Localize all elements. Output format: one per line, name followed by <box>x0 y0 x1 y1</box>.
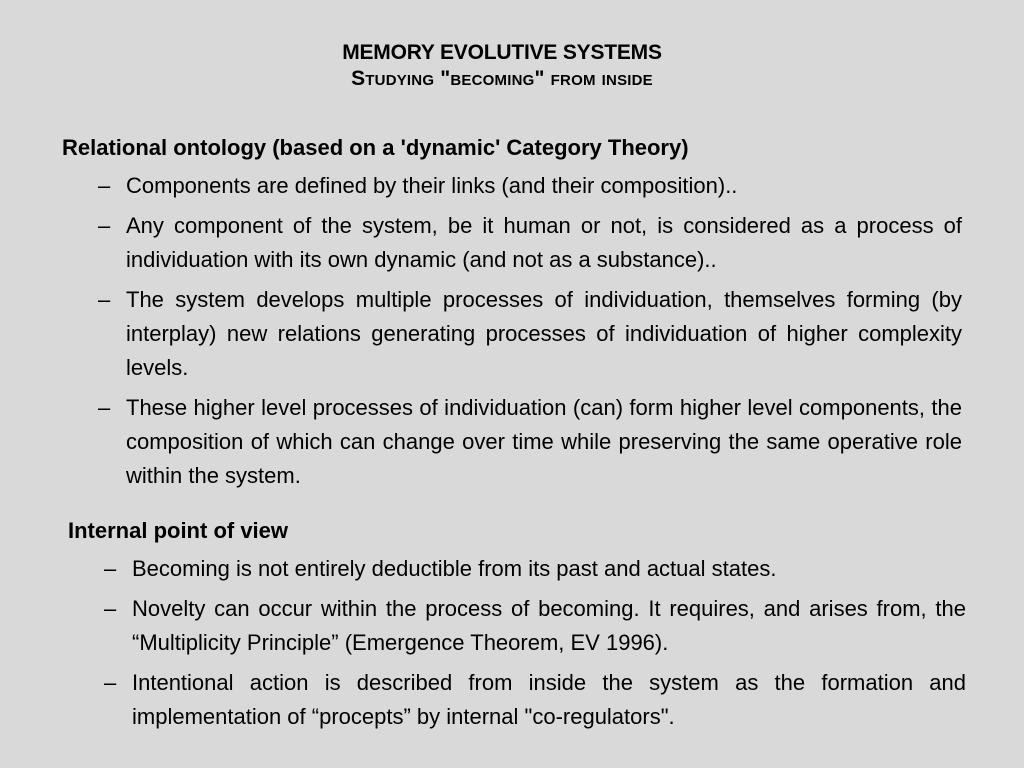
list-item <box>62 391 962 493</box>
list-item <box>62 169 962 203</box>
section-relational-ontology <box>62 133 962 493</box>
list-item <box>68 666 966 734</box>
bullet-dash: – <box>98 173 111 198</box>
list-item <box>68 552 966 586</box>
list-item <box>68 592 966 660</box>
bullet-dash: – <box>104 670 117 695</box>
bullet-dash: – <box>98 287 111 312</box>
bullet-dash: – <box>98 395 111 420</box>
bullet-text: These higher level processes of individuation (can) form higher level components, the composition of which can change over time while preserving the same operative role within the system. <box>126 395 962 488</box>
bullet-text: Any component of the system, be it human or not, is considered as a process of individuation with its own dynamic (and not as a substance).. <box>126 213 962 272</box>
bullet-text: Components are defined by their links (and their composition).. <box>126 173 738 198</box>
title-subtitle: Studying "becoming" from inside <box>351 67 653 90</box>
section-heading: Relational ontology (based on a 'dynamic' Category Theory) <box>62 135 689 160</box>
bullet-text: Intentional action is described from inside the system as the formation and implementation of “procepts” by internal "co-regulators". <box>132 670 966 729</box>
list-item <box>62 283 962 385</box>
list-item <box>62 209 962 277</box>
bullet-text: Novelty can occur within the process of becoming. It requires, and arises from, the “Multiplicity Principle” (Emergence Theorem, EV 1996). <box>132 596 966 655</box>
section-internal-point-of-view <box>68 516 966 734</box>
bullet-dash: – <box>104 596 117 621</box>
slide-title <box>0 40 1004 92</box>
title-main: MEMORY EVOLUTIVE SYSTEMS <box>342 41 662 64</box>
bullet-dash: – <box>98 213 111 238</box>
bullet-text: Becoming is not entirely deductible from its past and actual states. <box>132 556 777 581</box>
bullet-dash: – <box>104 556 117 581</box>
section-heading: Internal point of view <box>68 518 289 543</box>
bullet-text: The system develops multiple processes of individuation, themselves forming (by interplay) new relations generating processes of individuation of higher complexity levels. <box>126 287 962 380</box>
